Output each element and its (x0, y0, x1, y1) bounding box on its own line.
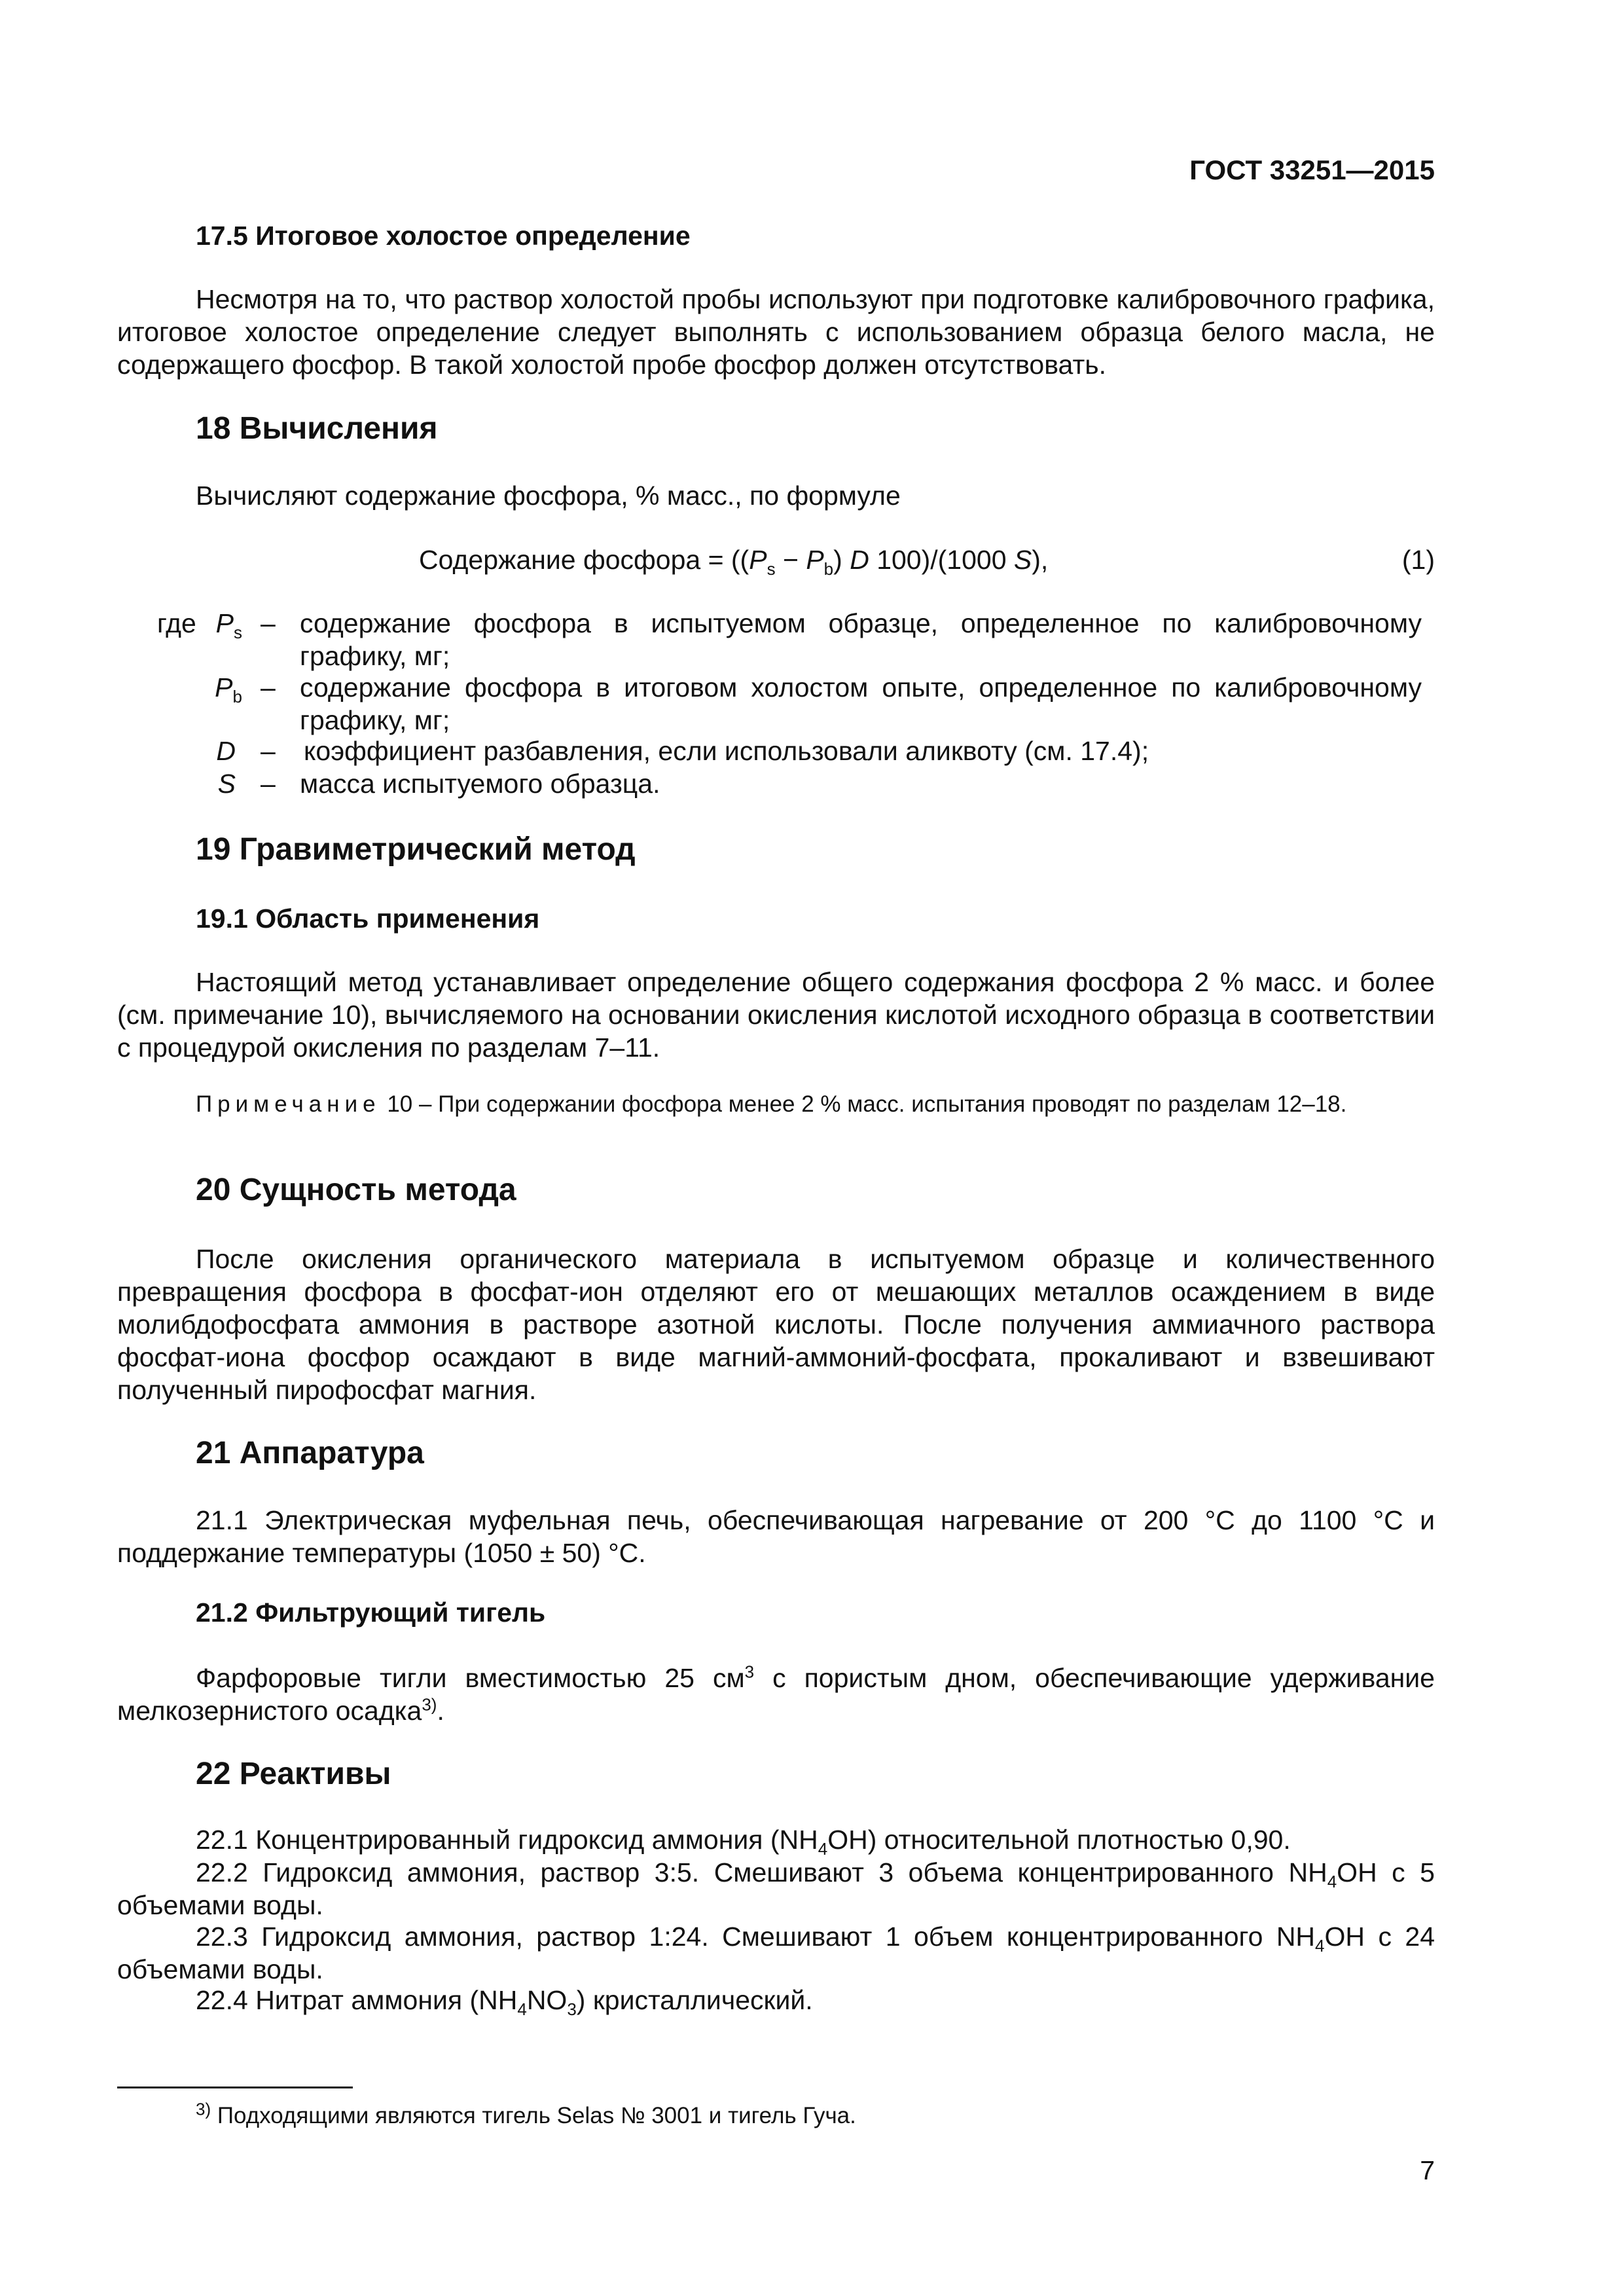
formula: Содержание фосфора = ($(P_s - P_b)$ D 100)/(1000 S), (419, 545, 1049, 579)
def-dash: – (261, 769, 276, 799)
section-20-title: 20 Сущность метода (196, 1173, 516, 1207)
section-21-2-paragraph: Фарфоровые тигли вместимостью 25 $см^3$ с пористым дном, обеспечивающие удерживание мелкозернистого осадка$^{3)}$. (117, 1662, 1435, 1726)
item-22-2: 22.2 Гидроксид аммония, раствор 3:5. Смешивают 3 объема концентрированного $NH_4OH$ с 5 объемами воды. (117, 1857, 1435, 1920)
footnote-ref: 3) (422, 1694, 437, 1715)
def-dash: – (261, 608, 276, 638)
footnote: $^{3)}$ Подходящими являются тигель Selas № 3001 и тигель Гуча. (196, 2099, 856, 2128)
document-id: ГОСТ 33251—2015 (1189, 155, 1435, 185)
def-symbol-ps: $P_s$ (215, 608, 242, 643)
section-21-1-paragraph: 21.1 Электрическая муфельная печь, обеспечивающая нагревание от 200 °С до 1100 °С и поддержание температуры (1050 ± 50) °С. (117, 1505, 1435, 1568)
item-22-4: 22.4 Нитрат аммония $(NH_4NO_3)$ кристаллический. (196, 1985, 813, 2020)
def-text-ps: содержание фосфора в испытуемом образце, определенное по калибровочному графику, мг; (300, 608, 1422, 671)
section-21-title: 21 Аппаратура (196, 1436, 424, 1470)
def-symbol-pb: $P_b$ (215, 672, 242, 707)
section-19-title: 19 Гравиметрический метод (196, 832, 636, 867)
def-text-pb: содержание фосфора в итоговом холостом опыте, определенное по калибровочному графику, мг; (300, 672, 1422, 735)
item-22-3: 22.3 Гидроксид аммония, раствор 1:24. Смешивают 1 объем концентрированного $NH_4OH$ с 24 объемами воды. (117, 1922, 1435, 1984)
section-18-title: 18 Вычисления (196, 411, 438, 446)
def-symbol-s: S (217, 769, 236, 799)
footnote-separator (117, 2086, 353, 2088)
formula-number: (1) (1401, 545, 1435, 575)
section-20-paragraph: После окисления органического материала в испытуемом образце и количественного превращения фосфора в фосфат-ион отделяют его от мешающих металлов осаждением в виде молибдофосфата аммония в растворе азотной кислоты. После получения аммиачного раствора фосфат-иона фосфор осаждают в виде магний-аммоний-фосфата, прокаливают и взвешивают полученный пирофосфат магния. (117, 1244, 1435, 1405)
section-17-5-paragraph: Несмотря на то, что раствор холостой пробы используют при подготовке калибровочного графика, итоговое холостое определение следует выполнять с использованием образца белого масла, не содержащего фосфор. В такой холостой пробе фосфор должен отсутствовать. (117, 284, 1435, 380)
note-10: Примечание 10 – При содержании фосфора менее 2 % масс. испытания проводят по разделам 12–18. (196, 1091, 1347, 1117)
section-18-intro: Вычисляют содержание фосфора, % масс., по формуле (196, 481, 901, 511)
section-19-1-title: 19.1 Область применения (196, 903, 540, 934)
section-17-5-title: 17.5 Итоговое холостое определение (196, 221, 691, 251)
def-dash: – (261, 736, 276, 766)
page-number: 7 (1420, 2155, 1435, 2185)
section-22-title: 22 Реактивы (196, 1757, 391, 1791)
def-symbol-d: D (216, 736, 236, 766)
section-19-1-paragraph: Настоящий метод устанавливает определение общего содержания фосфора 2 % масс. и более (см. примечание 10), вычисляемого на основании окисления кислотой исходного образца в соответствии с процедурой окисления по разделам 7–11. (117, 967, 1435, 1063)
def-text-s: масса испытуемого образца. (300, 769, 660, 799)
def-text-d: коэффициент разбавления, если использовали аликвоту (см. 17.4); (304, 736, 1149, 766)
section-21-2-title: 21.2 Фильтрующий тигель (196, 1597, 546, 1628)
def-dash: – (261, 672, 276, 702)
item-22-1: 22.1 Концентрированный гидроксид аммония $(NH_4OH)$ относительной плотностью 0,90. (196, 1825, 1291, 1859)
where-label: где (157, 608, 196, 638)
